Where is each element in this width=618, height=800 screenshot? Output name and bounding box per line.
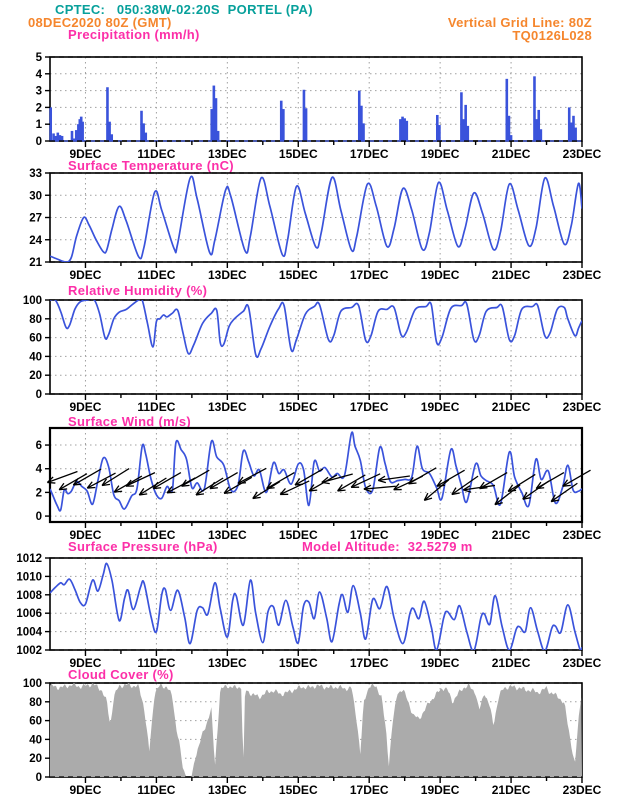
svg-text:23DEC: 23DEC xyxy=(562,268,602,282)
svg-text:13DEC: 13DEC xyxy=(207,528,247,542)
svg-text:13DEC: 13DEC xyxy=(207,783,247,797)
svg-text:15DEC: 15DEC xyxy=(278,400,318,414)
svg-text:11DEC: 11DEC xyxy=(137,400,176,414)
svg-text:21DEC: 21DEC xyxy=(491,783,531,797)
svg-text:19DEC: 19DEC xyxy=(420,147,460,161)
svg-text:9DEC: 9DEC xyxy=(69,147,102,161)
svg-text:9DEC: 9DEC xyxy=(69,783,102,797)
humidity-chart xyxy=(0,293,618,420)
svg-text:9DEC: 9DEC xyxy=(69,656,102,670)
svg-text:11DEC: 11DEC xyxy=(137,783,176,797)
wind-title: Surface Wind (m/s) xyxy=(68,414,192,429)
svg-text:15DEC: 15DEC xyxy=(278,783,318,797)
pressure-title: Surface Pressure (hPa) xyxy=(68,539,218,554)
svg-text:9DEC: 9DEC xyxy=(69,268,102,282)
svg-text:1010: 1010 xyxy=(16,571,42,584)
svg-text:3: 3 xyxy=(35,85,42,98)
svg-text:13DEC: 13DEC xyxy=(207,147,247,161)
svg-text:17DEC: 17DEC xyxy=(349,400,389,414)
svg-text:60: 60 xyxy=(29,332,42,345)
svg-text:1: 1 xyxy=(35,119,42,132)
svg-text:100: 100 xyxy=(22,295,42,307)
vertical-grid-line-label: Vertical Grid Line: 80Z xyxy=(447,15,592,30)
svg-text:30: 30 xyxy=(29,190,42,203)
svg-text:60: 60 xyxy=(29,715,42,728)
svg-text:11DEC: 11DEC xyxy=(137,656,176,670)
svg-text:0: 0 xyxy=(35,136,42,148)
svg-text:19DEC: 19DEC xyxy=(420,656,460,670)
svg-text:17DEC: 17DEC xyxy=(349,147,389,161)
svg-text:21DEC: 21DEC xyxy=(491,147,531,161)
svg-text:24: 24 xyxy=(29,234,42,247)
model-altitude-label: Model Altitude: 32.5279 m xyxy=(302,539,473,554)
svg-text:17DEC: 17DEC xyxy=(349,656,389,670)
svg-text:15DEC: 15DEC xyxy=(278,656,318,670)
svg-text:23DEC: 23DEC xyxy=(562,656,602,670)
svg-text:17DEC: 17DEC xyxy=(349,268,389,282)
svg-text:17DEC: 17DEC xyxy=(349,528,389,542)
wind-chart xyxy=(0,421,618,548)
svg-text:0: 0 xyxy=(35,511,42,524)
svg-text:13DEC: 13DEC xyxy=(207,400,247,414)
svg-text:9DEC: 9DEC xyxy=(69,528,102,542)
svg-text:27: 27 xyxy=(29,212,42,225)
run-datetime: 08DEC2020 80Z (GMT) xyxy=(28,15,172,30)
precipitation-chart xyxy=(0,50,618,167)
svg-text:1002: 1002 xyxy=(16,645,42,657)
svg-text:1008: 1008 xyxy=(16,589,42,602)
svg-text:23DEC: 23DEC xyxy=(562,400,602,414)
svg-text:11DEC: 11DEC xyxy=(137,528,176,542)
svg-text:19DEC: 19DEC xyxy=(420,783,460,797)
svg-text:13DEC: 13DEC xyxy=(207,268,247,282)
svg-text:80: 80 xyxy=(29,313,42,326)
svg-text:15DEC: 15DEC xyxy=(278,268,318,282)
svg-text:21DEC: 21DEC xyxy=(491,268,531,282)
svg-text:33: 33 xyxy=(29,168,42,180)
svg-text:19DEC: 19DEC xyxy=(420,268,460,282)
svg-text:4: 4 xyxy=(35,463,42,476)
svg-text:40: 40 xyxy=(29,351,42,364)
cloud-cover-title: Cloud Cover (%) xyxy=(68,667,174,682)
svg-text:23DEC: 23DEC xyxy=(562,528,602,542)
svg-text:23DEC: 23DEC xyxy=(562,147,602,161)
svg-text:11DEC: 11DEC xyxy=(137,268,176,282)
svg-text:0: 0 xyxy=(35,772,42,784)
svg-text:6: 6 xyxy=(35,440,42,453)
svg-text:19DEC: 19DEC xyxy=(420,528,460,542)
svg-text:5: 5 xyxy=(35,52,42,64)
svg-text:17DEC: 17DEC xyxy=(349,783,389,797)
run-id: TQ0126L028 xyxy=(512,28,592,43)
svg-text:40: 40 xyxy=(29,734,42,747)
svg-text:100: 100 xyxy=(22,678,42,690)
svg-text:0: 0 xyxy=(35,389,42,401)
svg-text:1004: 1004 xyxy=(16,626,42,639)
svg-text:20: 20 xyxy=(29,370,42,383)
precipitation-title: Precipitation (mm/h) xyxy=(68,27,200,42)
svg-text:9DEC: 9DEC xyxy=(69,400,102,414)
svg-text:20: 20 xyxy=(29,753,42,766)
svg-text:15DEC: 15DEC xyxy=(278,147,318,161)
svg-text:2: 2 xyxy=(35,102,42,115)
svg-text:4: 4 xyxy=(35,68,42,81)
svg-text:1006: 1006 xyxy=(16,608,42,621)
svg-text:21DEC: 21DEC xyxy=(491,656,531,670)
svg-text:19DEC: 19DEC xyxy=(420,400,460,414)
temperature-chart xyxy=(0,166,618,288)
cloud-cover-chart xyxy=(0,676,618,800)
pressure-chart xyxy=(0,551,618,676)
temperature-title: Surface Temperature (nC) xyxy=(68,158,234,173)
svg-text:23DEC: 23DEC xyxy=(562,783,602,797)
svg-text:1012: 1012 xyxy=(16,553,42,565)
svg-text:15DEC: 15DEC xyxy=(278,528,318,542)
svg-text:2: 2 xyxy=(35,487,42,500)
svg-text:21: 21 xyxy=(29,257,42,269)
svg-text:11DEC: 11DEC xyxy=(137,147,176,161)
svg-text:21DEC: 21DEC xyxy=(491,400,531,414)
svg-text:21DEC: 21DEC xyxy=(491,528,531,542)
humidity-title: Relative Humidity (%) xyxy=(68,283,208,298)
svg-text:13DEC: 13DEC xyxy=(207,656,247,670)
station-header: CPTEC: 050:38W-02:20S PORTEL (PA) xyxy=(55,2,313,17)
svg-text:80: 80 xyxy=(29,696,42,709)
